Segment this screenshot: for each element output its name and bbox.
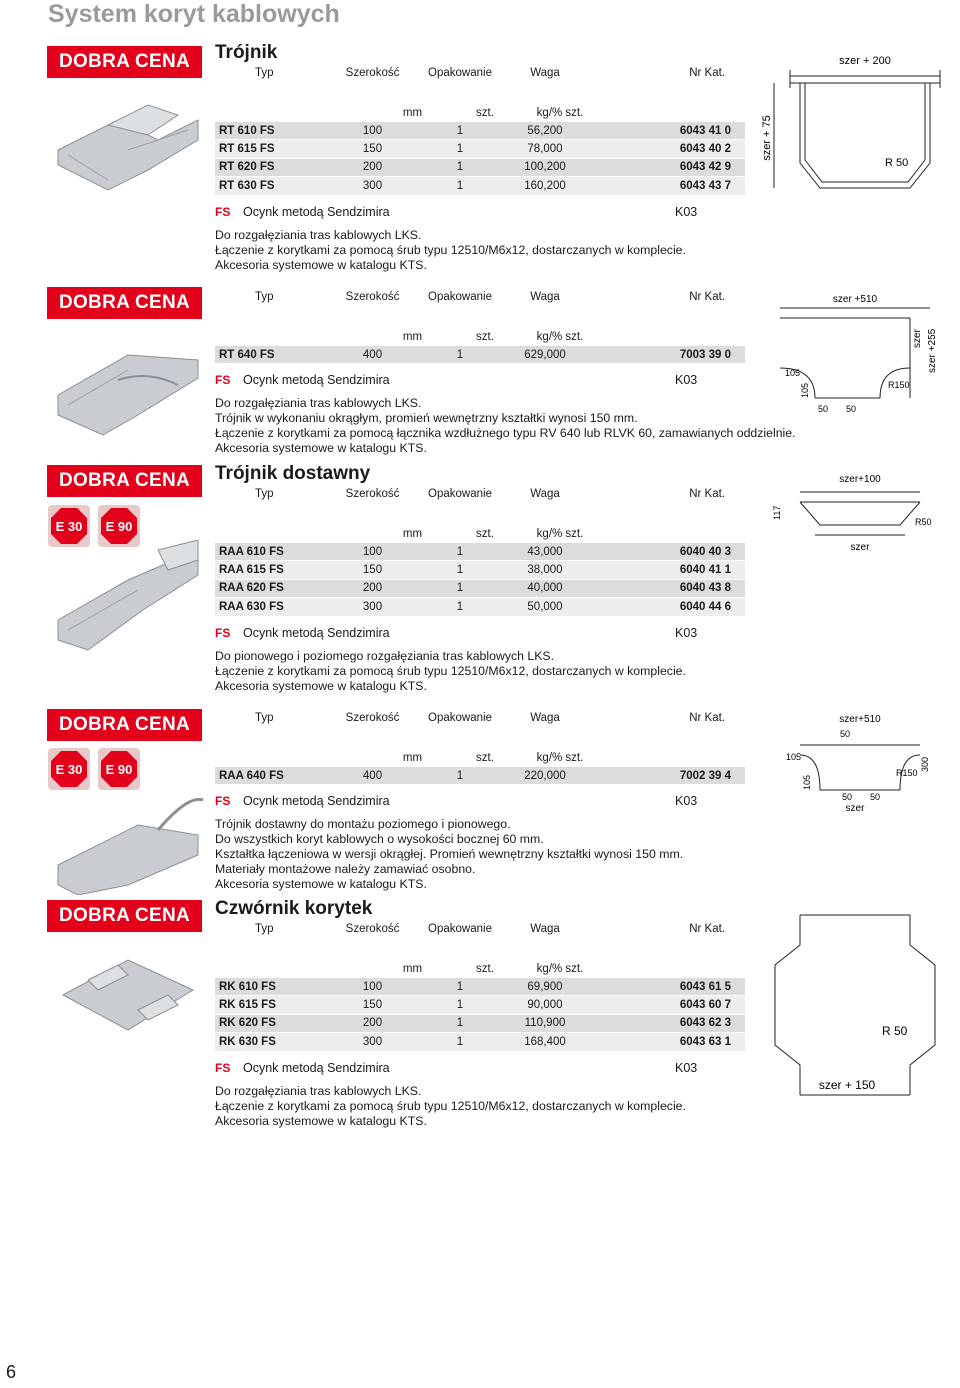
fs-label: Ocynk metodą Sendzimira <box>243 1060 390 1075</box>
section-title: Trójnik <box>215 42 278 63</box>
cell-szerokosc: 100 <box>362 545 383 558</box>
fs-tag: FS <box>215 1060 231 1075</box>
cell-szerokosc: 100 <box>362 124 383 137</box>
product-table <box>215 346 745 364</box>
table-header <box>215 485 745 503</box>
unit-mm: mm <box>402 107 423 119</box>
dim-top: szer +510 <box>832 294 878 305</box>
finish-row <box>215 370 745 390</box>
note-line: Kształtka łączeniowa w wersji okrągłej. Promień wewnętrzny kształtki wynosi 150 mm. <box>215 847 684 862</box>
note-line: Do rozgałęziania tras kablowych LKS. <box>215 1083 422 1098</box>
unit-szt: szt. <box>476 107 494 119</box>
cell-nrkat: 6043 61 5 <box>679 980 731 993</box>
col-waga: Waga <box>530 923 560 935</box>
cell-szerokosc: 400 <box>362 769 383 782</box>
finish-row <box>215 791 745 811</box>
dim-side: szer + 75 <box>761 115 773 161</box>
dim-b50a: 50 <box>842 792 853 802</box>
cell-opakowanie: 1 <box>456 600 464 613</box>
cell-szerokosc: 200 <box>362 582 383 595</box>
note-line: Akcesoria systemowe w katalogu KTS. <box>215 877 427 892</box>
col-opakowanie: Opakowanie <box>428 67 492 79</box>
cell-szerokosc: 300 <box>362 179 383 192</box>
dim-50b: 50 <box>846 404 857 414</box>
note-line: Akcesoria systemowe w katalogu KTS. <box>215 678 427 693</box>
product-table <box>215 543 745 617</box>
table-row <box>215 1015 745 1033</box>
cell-waga: 43,000 <box>527 545 563 558</box>
cell-waga: 629,000 <box>524 348 566 361</box>
cell-nrkat: 6040 44 6 <box>679 600 731 613</box>
fs-tag: FS <box>215 794 231 809</box>
cell-typ: RAA 615 FS <box>219 564 284 577</box>
cell-opakowanie: 1 <box>456 348 464 361</box>
tee-product-image <box>48 90 208 200</box>
round-tee-dimension-drawing <box>760 288 955 418</box>
dobra-cena-badge: DOBRA CENA <box>47 46 202 78</box>
cell-opakowanie: 1 <box>456 1035 464 1048</box>
table-header <box>215 64 745 82</box>
section-notes <box>215 228 745 273</box>
product-table <box>215 978 745 1052</box>
dobra-cena-badge: DOBRA CENA <box>47 287 202 319</box>
fs-code: K03 <box>675 373 698 388</box>
col-waga: Waga <box>530 67 560 79</box>
finish-row <box>215 202 745 222</box>
dim-105b: 105 <box>800 382 810 398</box>
table-header <box>215 920 745 938</box>
fs-code: K03 <box>675 794 698 809</box>
cell-opakowanie: 1 <box>456 999 464 1012</box>
page-title: System koryt kablowych <box>48 0 340 28</box>
table-row <box>215 159 745 177</box>
cell-typ: RAA 640 FS <box>219 769 284 782</box>
fs-tag: FS <box>215 204 231 219</box>
cross-dimension-drawing <box>760 905 955 1105</box>
cell-szerokosc: 400 <box>362 348 383 361</box>
cell-szerokosc: 200 <box>362 161 383 174</box>
cell-nrkat: 6043 41 0 <box>679 124 731 137</box>
units-row <box>215 104 745 122</box>
table-row <box>215 1033 745 1051</box>
dim-radius: R 50 <box>885 157 909 169</box>
cell-typ: RAA 630 FS <box>219 600 284 613</box>
finish-row <box>215 1058 745 1078</box>
unit-kg: kg/% szt. <box>536 331 584 343</box>
note-line: Trójnik dostawny do montażu poziomego i pionowego. <box>215 817 511 832</box>
units-row <box>215 749 745 767</box>
note-line: Materiały montażowe należy zamawiać osobno. <box>215 862 476 877</box>
cell-nrkat: 6043 42 9 <box>679 161 731 174</box>
dim-top: szer+100 <box>839 474 881 485</box>
note-line: Do rozgałęziania tras kablowych LKS. <box>215 396 422 411</box>
dim-bottom: szer + 150 <box>818 1078 876 1092</box>
units-row <box>215 328 745 346</box>
note-line: Do pionowego i poziomego rozgałęziania tras kablowych LKS. <box>215 648 555 663</box>
cell-typ: RK 610 FS <box>219 980 276 993</box>
col-typ: Typ <box>255 291 274 303</box>
dim-b50b: 50 <box>870 792 881 802</box>
cell-waga: 38,000 <box>527 564 563 577</box>
table-row <box>215 140 745 158</box>
fs-label: Ocynk metodą Sendzimira <box>243 625 390 640</box>
note-line: Akcesoria systemowe w katalogu KTS. <box>215 1113 427 1128</box>
add-on-tee-dimension-drawing <box>760 470 955 560</box>
fs-code: K03 <box>675 625 698 640</box>
col-szerokosc: Szerokość <box>345 488 400 500</box>
unit-kg: kg/% szt. <box>536 752 584 764</box>
table-header <box>215 709 745 727</box>
cell-opakowanie: 1 <box>456 980 464 993</box>
section-trojnik <box>215 42 745 273</box>
cell-nrkat: 6043 43 7 <box>679 179 731 192</box>
section-title: Czwórnik korytek <box>215 898 373 919</box>
dim-side2: szer +255 <box>927 328 938 373</box>
dim-105b: 105 <box>802 774 812 790</box>
table-header <box>215 288 745 306</box>
units-row <box>215 960 745 978</box>
table-row <box>215 767 745 785</box>
unit-szt: szt. <box>476 528 494 540</box>
col-nrkat: Nr Kat. <box>689 923 725 935</box>
note-line: Łączenie z korytkami za pomocą śrub typu 12510/M6x12, dostarczanych w komplecie. <box>215 242 686 257</box>
unit-mm: mm <box>402 331 423 343</box>
tee-dimension-drawing <box>760 48 955 208</box>
fire-class-e30-icon <box>48 748 90 790</box>
note-line: Łączenie z korytkami za pomocą śrub typu 12510/M6x12, dostarczanych w komplecie. <box>215 663 686 678</box>
section-notes <box>215 649 745 694</box>
add-on-tee-product-image <box>48 540 208 660</box>
cell-nrkat: 6040 40 3 <box>679 545 731 558</box>
fs-label: Ocynk metodą Sendzimira <box>243 204 390 219</box>
round-add-on-tee-product-image <box>48 785 208 895</box>
unit-szt: szt. <box>476 331 494 343</box>
dim-radius: R150 <box>896 768 918 778</box>
dobra-cena-badge: DOBRA CENA <box>47 900 202 932</box>
col-opakowanie: Opakowanie <box>428 291 492 303</box>
section-notes <box>215 1084 745 1129</box>
dim-radius: R150 <box>888 380 910 390</box>
cell-typ: RT 640 FS <box>219 348 275 361</box>
table-row <box>215 598 745 616</box>
section-trojnik-dostawny-round <box>215 709 745 892</box>
dim-105a: 105 <box>786 752 802 762</box>
e90-label: E 90 <box>105 519 133 534</box>
cell-opakowanie: 1 <box>456 564 464 577</box>
product-table <box>215 767 745 785</box>
e30-label: E 30 <box>55 519 83 534</box>
fs-code: K03 <box>675 204 698 219</box>
section-title: Trójnik dostawny <box>215 463 371 484</box>
cell-szerokosc: 300 <box>362 1035 383 1048</box>
col-szerokosc: Szerokość <box>345 712 400 724</box>
col-nrkat: Nr Kat. <box>689 291 725 303</box>
units-row <box>215 525 745 543</box>
cell-waga: 110,900 <box>524 1017 566 1030</box>
col-waga: Waga <box>530 291 560 303</box>
col-typ: Typ <box>255 67 274 79</box>
unit-mm: mm <box>402 528 423 540</box>
cell-nrkat: 6040 41 1 <box>679 564 731 577</box>
cell-typ: RK 630 FS <box>219 1035 276 1048</box>
section-notes <box>215 817 745 892</box>
cell-typ: RAA 610 FS <box>219 545 284 558</box>
dim-300: 300 <box>920 756 930 772</box>
table-row <box>215 177 745 195</box>
dim-bottom: szer <box>845 803 865 814</box>
cell-szerokosc: 200 <box>362 1017 383 1030</box>
cell-szerokosc: 300 <box>362 600 383 613</box>
section-trojnik-dostawny <box>215 463 745 694</box>
dobra-cena-badge: DOBRA CENA <box>47 465 202 497</box>
cell-opakowanie: 1 <box>456 545 464 558</box>
fs-tag: FS <box>215 625 231 640</box>
cell-waga: 50,000 <box>527 600 563 613</box>
unit-kg: kg/% szt. <box>536 107 584 119</box>
table-row <box>215 996 745 1014</box>
cell-typ: RK 620 FS <box>219 1017 276 1030</box>
cell-nrkat: 6040 43 8 <box>679 582 731 595</box>
note-line: Łączenie z korytkami za pomocą śrub typu 12510/M6x12, dostarczanych w komplecie. <box>215 1098 686 1113</box>
cell-waga: 90,000 <box>527 999 563 1012</box>
cell-typ: RK 615 FS <box>219 999 276 1012</box>
dim-top: szer + 200 <box>839 55 891 67</box>
col-typ: Typ <box>255 712 274 724</box>
cell-typ: RAA 620 FS <box>219 582 284 595</box>
dim-105a: 105 <box>785 368 801 378</box>
col-szerokosc: Szerokość <box>345 291 400 303</box>
unit-mm: mm <box>402 752 423 764</box>
cross-product-image <box>48 940 208 1050</box>
col-nrkat: Nr Kat. <box>689 488 725 500</box>
note-line: Akcesoria systemowe w katalogu KTS. <box>215 441 427 456</box>
cell-opakowanie: 1 <box>456 1017 464 1030</box>
cell-typ: RT 630 FS <box>219 179 275 192</box>
dim-50: 50 <box>840 729 851 739</box>
fs-label: Ocynk metodą Sendzimira <box>243 794 390 809</box>
col-nrkat: Nr Kat. <box>689 67 725 79</box>
cell-szerokosc: 150 <box>362 143 383 156</box>
col-opakowanie: Opakowanie <box>428 923 492 935</box>
col-waga: Waga <box>530 488 560 500</box>
col-typ: Typ <box>255 488 274 500</box>
note-line: Do rozgałęziania tras kablowych LKS. <box>215 227 422 242</box>
note-line: Trójnik w wykonaniu okrągłym, promień wewnętrzny kształtki wynosi 150 mm. <box>215 411 638 426</box>
cell-szerokosc: 150 <box>362 999 383 1012</box>
product-table <box>215 122 745 196</box>
cell-waga: 220,000 <box>524 769 566 782</box>
unit-szt: szt. <box>476 963 494 975</box>
cell-szerokosc: 150 <box>362 564 383 577</box>
col-typ: Typ <box>255 923 274 935</box>
dim-radius: R50 <box>915 517 932 527</box>
cell-typ: RT 610 FS <box>219 124 275 137</box>
page-number: 6 <box>6 1362 17 1382</box>
col-szerokosc: Szerokość <box>345 923 400 935</box>
cell-waga: 100,200 <box>524 161 566 174</box>
unit-kg: kg/% szt. <box>536 528 584 540</box>
table-row <box>215 122 745 140</box>
fire-class-e90-icon <box>98 748 140 790</box>
cell-typ: RT 620 FS <box>219 161 275 174</box>
table-row <box>215 543 745 561</box>
col-opakowanie: Opakowanie <box>428 712 492 724</box>
note-line: Akcesoria systemowe w katalogu KTS. <box>215 257 427 272</box>
unit-kg: kg/% szt. <box>536 963 584 975</box>
cell-szerokosc: 100 <box>362 980 383 993</box>
cell-nrkat: 6043 63 1 <box>679 1035 731 1048</box>
cell-waga: 69,900 <box>527 980 563 993</box>
dobra-cena-badge: DOBRA CENA <box>47 709 202 741</box>
cell-opakowanie: 1 <box>456 769 464 782</box>
cell-opakowanie: 1 <box>456 161 464 174</box>
section-notes <box>215 396 796 456</box>
cell-waga: 160,200 <box>524 179 566 192</box>
note-line: Łączenie z korytkami za pomocą łącznika wzdłużnego typu RV 640 lub RLVK 60, zamawianych oddzielnie. <box>215 426 796 441</box>
unit-szt: szt. <box>476 752 494 764</box>
dim-radius: R 50 <box>882 1024 908 1038</box>
fs-tag: FS <box>215 373 231 388</box>
cell-nrkat: 7003 39 0 <box>679 348 731 361</box>
cell-waga: 40,000 <box>527 582 563 595</box>
section-czwornik <box>215 898 745 1129</box>
e30-label: E 30 <box>55 762 83 777</box>
note-line: Do wszystkich koryt kablowych o wysokości bocznej 60 mm. <box>215 832 544 847</box>
round-add-on-tee-dimension-drawing <box>760 710 955 820</box>
dim-side1: szer <box>912 329 923 348</box>
table-row <box>215 561 745 579</box>
col-szerokosc: Szerokość <box>345 67 400 79</box>
cell-waga: 168,400 <box>524 1035 566 1048</box>
cell-typ: RT 615 FS <box>219 143 275 156</box>
table-row <box>215 580 745 598</box>
cell-waga: 78,000 <box>527 143 563 156</box>
fs-label: Ocynk metodą Sendzimira <box>243 373 390 388</box>
cell-nrkat: 7002 39 4 <box>679 769 731 782</box>
dim-50a: 50 <box>818 404 829 414</box>
cell-opakowanie: 1 <box>456 179 464 192</box>
cell-waga: 56,200 <box>527 124 563 137</box>
col-waga: Waga <box>530 712 560 724</box>
cell-nrkat: 6043 62 3 <box>679 1017 731 1030</box>
col-nrkat: Nr Kat. <box>689 712 725 724</box>
cell-opakowanie: 1 <box>456 143 464 156</box>
cell-opakowanie: 1 <box>456 582 464 595</box>
unit-mm: mm <box>402 963 423 975</box>
table-row <box>215 978 745 996</box>
finish-row <box>215 623 745 643</box>
dim-top: szer+510 <box>839 714 881 725</box>
fs-code: K03 <box>675 1060 698 1075</box>
dim-side: 117 <box>772 505 782 520</box>
table-row <box>215 346 745 364</box>
e90-label: E 90 <box>105 762 133 777</box>
cell-nrkat: 6043 60 7 <box>679 999 731 1012</box>
col-opakowanie: Opakowanie <box>428 488 492 500</box>
dim-bottom: szer <box>850 542 870 553</box>
cell-opakowanie: 1 <box>456 124 464 137</box>
round-tee-product-image <box>48 330 208 440</box>
cell-nrkat: 6043 40 2 <box>679 143 731 156</box>
